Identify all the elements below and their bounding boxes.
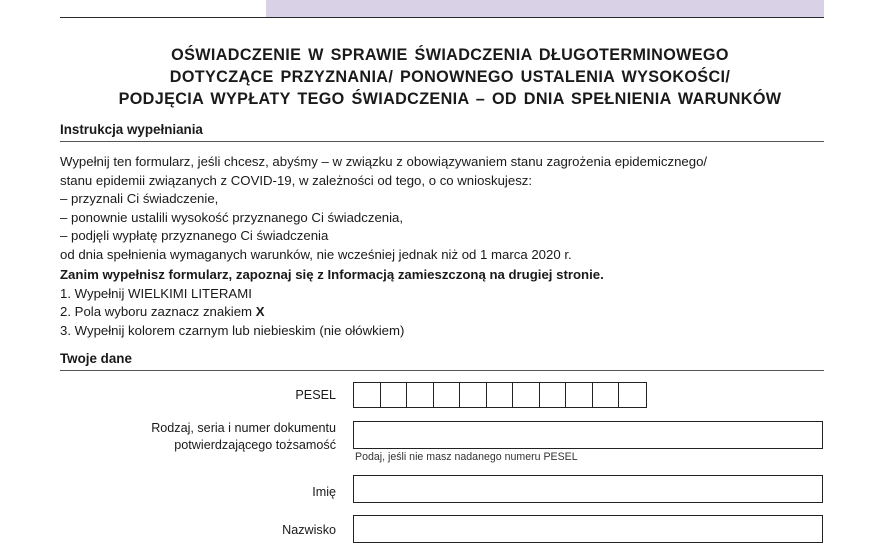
rule-item-2-text: 2. Pola wyboru zaznacz znakiem [60, 304, 256, 319]
pesel-digit-cell[interactable] [354, 383, 381, 407]
pesel-digit-cell[interactable] [540, 383, 567, 407]
first-name-label: Imię [312, 485, 336, 499]
last-name-label: Nazwisko [282, 523, 336, 537]
instructions-line: Wypełnij ten formularz, jeśli chcesz, abyśmy – w związku z obowiązywaniem stanu zagrożenia epidemicznego/ [60, 154, 708, 169]
before-filling-notice: Zanim wypełnisz formularz, zapoznaj się z Informacją zamieszczoną na drugiej stronie. [60, 267, 604, 282]
pesel-digit-cell[interactable] [407, 383, 434, 407]
your-data-heading: Twoje dane [60, 350, 824, 371]
instructions-line: – podjęli wypłatę przyznanego Ci świadczenia [60, 228, 329, 243]
instructions-line: stanu epidemii związanych z COVID-19, w zależności od tego, o co wnioskujesz: [60, 172, 533, 188]
x-mark: X [255, 304, 265, 319]
document-field[interactable] [353, 421, 823, 449]
rule-item-3: 3. Wypełnij kolorem czarnym lub niebieskim (nie ołówkiem) [60, 322, 405, 338]
form-title [40, 44, 860, 110]
pesel-label: PESEL [295, 388, 336, 402]
form-title-line-3: PODJĘCIA WYPŁATY TEGO ŚWIADCZENIA – OD DNIA SPEŁNIENIA WARUNKÓW [118, 90, 782, 108]
pesel-digit-cell[interactable] [381, 383, 408, 407]
rule-item-2 [60, 303, 830, 322]
header-rule [60, 0, 266, 18]
pesel-digit-cell[interactable] [566, 383, 593, 407]
instructions-heading: Instrukcja wypełniania [60, 121, 824, 142]
last-name-field[interactable] [353, 515, 823, 543]
pesel-field[interactable] [353, 382, 647, 408]
first-name-field[interactable] [353, 475, 823, 503]
instructions-line: – przyznali Ci świadczenie, [60, 191, 219, 206]
before-filling [60, 266, 830, 340]
header-band [266, 0, 824, 18]
pesel-digit-cell[interactable] [593, 383, 620, 407]
instructions-line: – ponownie ustalili wysokość przyznanego Ci świadczenia, [60, 209, 404, 225]
pesel-digit-cell[interactable] [460, 383, 487, 407]
pesel-digit-cell[interactable] [619, 383, 646, 407]
pesel-digit-cell[interactable] [434, 383, 461, 407]
instructions-line: od dnia spełnienia wymaganych warunków, nie wcześniej jednak niż od 1 marca 2020 r. [60, 246, 572, 262]
document-label [151, 420, 336, 454]
pesel-digit-cell[interactable] [513, 383, 540, 407]
pesel-digit-cell[interactable] [487, 383, 514, 407]
document-label-line-2: potwierdzającego tożsamość [174, 438, 336, 452]
form-title-line-1: OŚWIADCZENIE W SPRAWIE ŚWIADCZENIA DŁUGOTERMINOWEGO [171, 46, 729, 64]
rule-item-1: 1. Wypełnij WIELKIMI LITERAMI [60, 285, 252, 301]
document-label-line-1: Rodzaj, seria i numer dokumentu [151, 421, 336, 435]
document-hint: Podaj, jeśli nie masz nadanego numeru PESEL [355, 451, 578, 463]
form-title-line-2: DOTYCZĄCE PRZYZNANIA/ PONOWNEGO USTALENIA WYSOKOŚCI/ [169, 68, 731, 86]
instructions-text [60, 153, 830, 264]
